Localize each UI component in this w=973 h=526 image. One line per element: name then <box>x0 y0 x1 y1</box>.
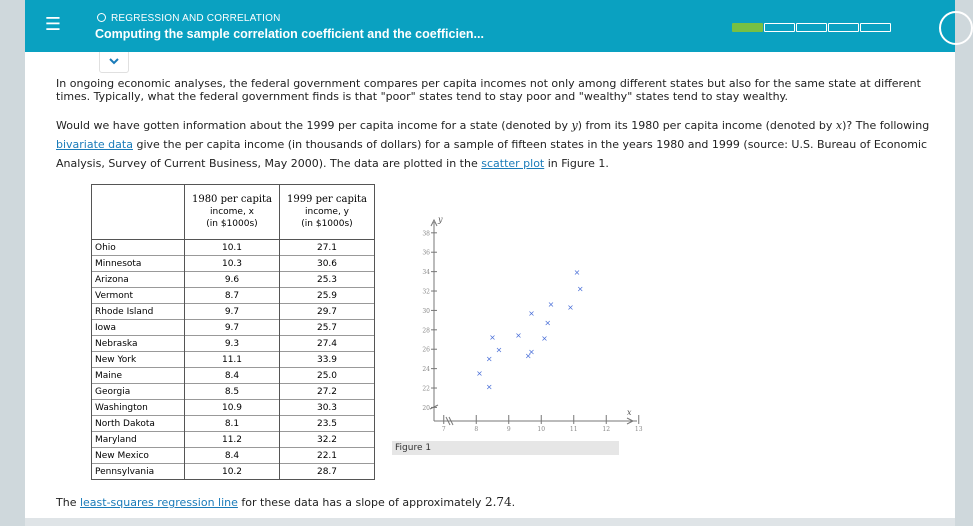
state-cell: Washington <box>92 400 185 416</box>
x-tick-label: 10 <box>537 426 546 433</box>
x-value-cell: 8.4 <box>185 368 280 384</box>
x-tick-label: 8 <box>474 426 479 433</box>
y-value-cell: 27.1 <box>280 240 375 256</box>
progress-bar <box>732 23 892 32</box>
x-axis-label: x <box>627 408 632 417</box>
page-title: Computing the sample correlation coefficient and the coefficien... <box>95 27 484 41</box>
x-value-cell: 8.4 <box>185 448 280 464</box>
y-value-cell: 25.3 <box>280 272 375 288</box>
data-point: × <box>547 300 555 310</box>
x-value-cell: 10.9 <box>185 400 280 416</box>
intro-paragraph-2: Would we have gotten information about the 1999 per capita income for a state (denoted by y) from its 1980 per capita income (denoted by x)? The following bivariate data give the per capita income (in thousands of dollars) for a sample of fifteen states in the years 1980 and 1999 (source: U.S. Bureau of Economic Analysis, Survey of Current Business, May 2000). The data are plotted in the scatter plot in Figure 1. <box>56 119 930 170</box>
data-point: × <box>524 351 532 361</box>
table-row <box>92 304 375 320</box>
scatter-plot-link[interactable]: scatter plot <box>481 157 545 170</box>
data-point: × <box>485 354 493 364</box>
table-row <box>92 288 375 304</box>
table-row <box>92 432 375 448</box>
table-row <box>92 240 375 256</box>
data-point: × <box>485 382 493 392</box>
x-tick-label: 12 <box>602 426 611 433</box>
y-value-cell: 28.7 <box>280 464 375 480</box>
data-point: × <box>541 334 548 344</box>
table-row <box>92 400 375 416</box>
y-tick-label: 34 <box>422 269 430 277</box>
x-tick-label: 9 <box>506 426 511 433</box>
x-value-cell: 9.7 <box>185 320 280 336</box>
next-button[interactable] <box>939 11 973 45</box>
chevron-down-icon <box>109 58 119 65</box>
table-row <box>92 352 375 368</box>
data-point: × <box>528 347 535 357</box>
x-value-cell: 8.5 <box>185 384 280 400</box>
state-cell: Ohio <box>92 240 185 256</box>
y-tick-label: 36 <box>422 249 430 257</box>
data-point: × <box>573 268 581 278</box>
data-point: × <box>544 318 552 328</box>
bivariate-data-link[interactable]: bivariate data <box>56 138 133 151</box>
y-value-cell: 30.3 <box>280 400 375 416</box>
collapse-button[interactable] <box>99 52 129 73</box>
y-axis-label: y <box>438 215 443 224</box>
table-row <box>92 272 375 288</box>
table-row <box>92 448 375 464</box>
state-cell: Pennsylvania <box>92 464 185 480</box>
x-value-cell: 10.3 <box>185 256 280 272</box>
y-value-cell: 32.2 <box>280 432 375 448</box>
table-row <box>92 416 375 432</box>
data-point: × <box>528 308 535 318</box>
x-tick-label: 13 <box>634 426 643 433</box>
y-tick-label: 28 <box>422 327 430 335</box>
data-table <box>91 184 375 480</box>
state-cell: Arizona <box>92 272 185 288</box>
x-value-cell: 10.1 <box>185 240 280 256</box>
y-tick-label: 24 <box>422 366 430 374</box>
x-tick-label: 11 <box>569 426 578 433</box>
table-row <box>92 464 375 480</box>
y-value-cell: 23.5 <box>280 416 375 432</box>
header-bar <box>25 0 955 52</box>
table-row <box>92 384 375 400</box>
y-tick-label: 38 <box>422 230 430 238</box>
state-cell: New Mexico <box>92 448 185 464</box>
data-point: × <box>576 284 584 294</box>
y-value-cell: 27.2 <box>280 384 375 400</box>
y-value-cell: 22.1 <box>280 448 375 464</box>
state-cell: Rhode Island <box>92 304 185 320</box>
x-value-cell: 9.3 <box>185 336 280 352</box>
data-point: × <box>567 303 574 313</box>
state-cell: Iowa <box>92 320 185 336</box>
progress-segment <box>828 23 859 32</box>
y-tick-label: 30 <box>422 307 430 315</box>
y-value-cell: 30.6 <box>280 256 375 272</box>
state-cell: North Dakota <box>92 416 185 432</box>
progress-segment <box>732 23 763 32</box>
menu-icon[interactable]: ☰ <box>44 14 62 35</box>
y-value-cell: 25.7 <box>280 320 375 336</box>
col-header-y: 1999 per capita income, y (in $1000s) <box>280 185 375 240</box>
x-value-cell: 8.1 <box>185 416 280 432</box>
footer-text: The least-squares regression line for these data has a slope of approximately 2.74. <box>56 495 516 509</box>
table-row <box>92 336 375 352</box>
y-tick-label: 20 <box>422 404 430 412</box>
topic-label: REGRESSION AND CORRELATION <box>97 13 281 24</box>
x-value-cell: 9.7 <box>185 304 280 320</box>
state-cell: Minnesota <box>92 256 185 272</box>
data-point: × <box>515 331 522 341</box>
horizontal-scrollbar[interactable] <box>25 518 955 526</box>
progress-segment <box>860 23 891 32</box>
regression-line-link[interactable]: least-squares regression line <box>79 496 238 509</box>
progress-segment <box>764 23 795 32</box>
x-value-cell: 11.1 <box>185 352 280 368</box>
data-point: × <box>495 345 503 355</box>
col-header-x: 1980 per capita income, x (in $1000s) <box>185 185 280 240</box>
table-row <box>92 256 375 272</box>
topic-circle-icon <box>97 13 106 22</box>
x-value-cell: 10.2 <box>185 464 280 480</box>
x-tick-label: 7 <box>441 426 446 433</box>
data-point: × <box>489 333 496 343</box>
content-frame <box>25 0 955 526</box>
table-row <box>92 368 375 384</box>
y-tick-label: 26 <box>422 346 430 354</box>
y-value-cell: 33.9 <box>280 352 375 368</box>
y-value-cell: 29.7 <box>280 304 375 320</box>
y-value-cell: 27.4 <box>280 336 375 352</box>
table-corner <box>92 185 185 240</box>
y-tick-label: 22 <box>422 385 430 393</box>
table-row <box>92 320 375 336</box>
scatter-plot <box>387 210 643 440</box>
x-value-cell: 11.2 <box>185 432 280 448</box>
x-value-cell: 8.7 <box>185 288 280 304</box>
state-cell: Georgia <box>92 384 185 400</box>
x-value-cell: 9.6 <box>185 272 280 288</box>
y-value-cell: 25.0 <box>280 368 375 384</box>
data-point: × <box>476 368 483 378</box>
y-value-cell: 25.9 <box>280 288 375 304</box>
figure-label: Figure 1 <box>392 441 619 455</box>
state-cell: New York <box>92 352 185 368</box>
progress-segment <box>796 23 827 32</box>
state-cell: Maryland <box>92 432 185 448</box>
state-cell: Vermont <box>92 288 185 304</box>
state-cell: Nebraska <box>92 336 185 352</box>
intro-paragraph-1: In ongoing economic analyses, the federal government compares per capita incomes not only among different states but also for the same state at different times. Typically, what the federal government finds is that "poor" states tend to stay poor and "wealthy" states tend to stay wealthy. <box>56 77 921 103</box>
state-cell: Maine <box>92 368 185 384</box>
y-tick-label: 32 <box>422 288 430 296</box>
